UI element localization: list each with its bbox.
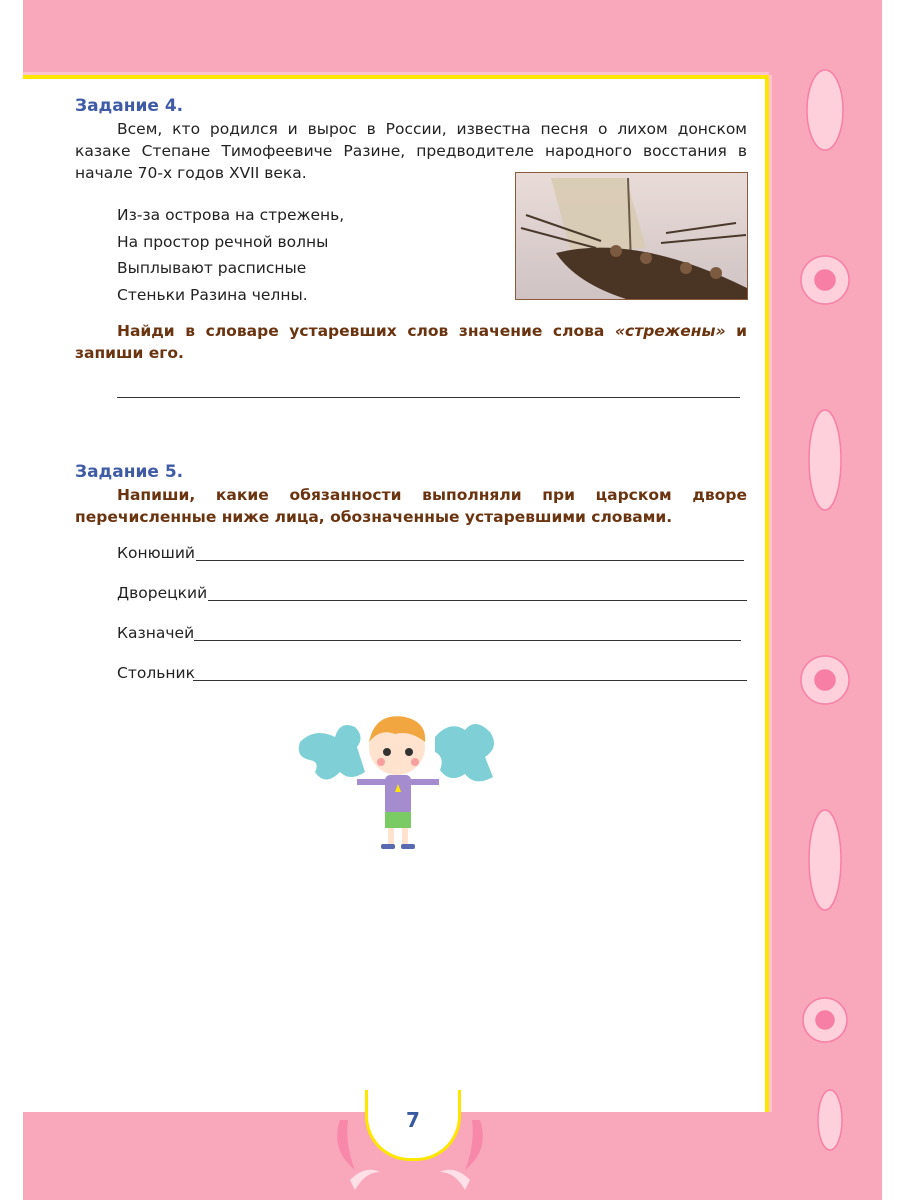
- boy-with-puzzles-illustration: [295, 712, 500, 852]
- task5-instruction: Напиши, какие обязанности выполняли при царском дворе перечисленные ниже лица, обозначенные устаревшими словами.: [75, 486, 747, 526]
- page-number: 7: [406, 1108, 420, 1132]
- word-konyushiy: Конюший: [117, 544, 195, 562]
- word-kaznachey: Казначей: [117, 624, 195, 642]
- poem-line: Стеньки Разина челны.: [117, 285, 308, 304]
- answer-line[interactable]: [117, 397, 740, 398]
- poem-line: На простор речной волны: [117, 232, 329, 251]
- razin-boat-painting: [515, 172, 748, 300]
- task4-instruction: [75, 320, 747, 364]
- task5-title: Задание 5.: [75, 462, 184, 482]
- poem: [117, 202, 344, 308]
- word-dvoretskiy: Дворецкий: [117, 584, 208, 602]
- task4-intro: Всем, кто родился и вырос в России, известна песня о лихом донском казаке Степане Тимофеевиче Разине, предводителе народного восстания в начале 70-х годов XVII века.: [75, 120, 747, 182]
- word-stolnik: Стольник: [117, 664, 195, 682]
- floral-ornament-right: [775, 40, 875, 1160]
- instruction-word: «стрежены»: [614, 322, 726, 340]
- poem-line: Из-за острова на стрежень,: [117, 206, 345, 224]
- poem-line: Выплывают расписные: [117, 259, 307, 277]
- answer-line[interactable]: [194, 640, 741, 641]
- answer-line[interactable]: [208, 600, 747, 601]
- answer-line[interactable]: [193, 680, 747, 681]
- instruction-text: и запиши его.: [75, 322, 748, 362]
- task4-title: Задание 4.: [75, 96, 184, 116]
- answer-line[interactable]: [196, 560, 744, 561]
- instruction-text: Найди в словаре устаревших слов значение слова: [117, 322, 615, 340]
